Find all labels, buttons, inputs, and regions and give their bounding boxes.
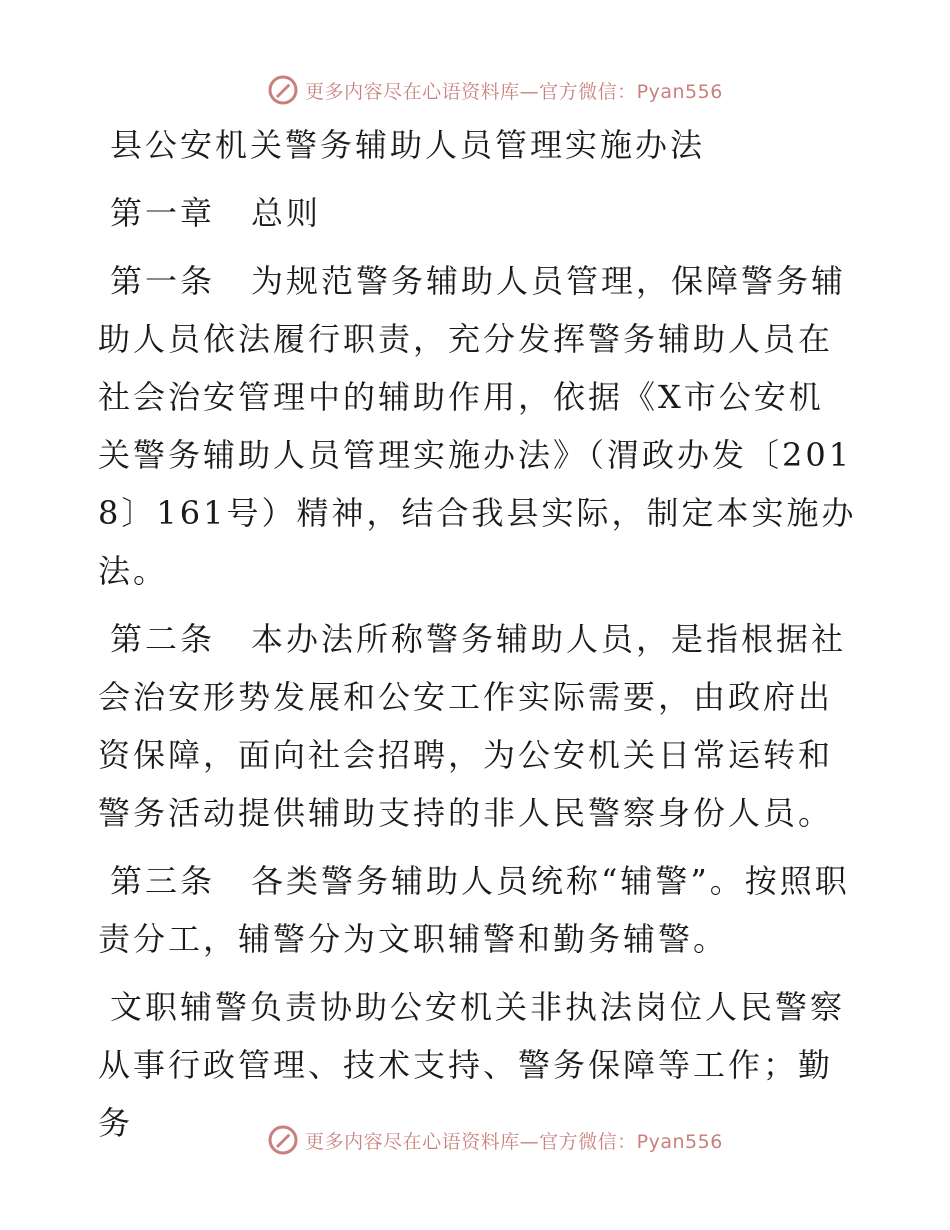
banner-content — [267, 1124, 723, 1156]
chapter-heading — [98, 184, 858, 242]
banner-text: 更多内容尽在心语资料库—官方微信：Pyan556 — [305, 1130, 723, 1153]
article-3 — [98, 852, 858, 968]
article-2 — [98, 610, 858, 842]
brand-logo-icon — [267, 1124, 299, 1156]
banner-content — [267, 74, 723, 106]
chapter-label: 第一章 — [110, 194, 216, 232]
article-text: 本办法所称警务辅助人员，是指根据社会治安形势发展和公安工作实际需要，由政府出资保障，面向社会招聘，为公安机关日常运转和警务活动提供辅助支持的非人民警察身份人员。 — [98, 620, 847, 832]
footer-banner — [0, 1120, 950, 1160]
banner-text: 更多内容尽在心语资料库—官方微信：Pyan556 — [305, 80, 723, 103]
document-body — [98, 116, 858, 1162]
article-label: 第二条 — [110, 620, 216, 658]
header-banner — [0, 70, 950, 110]
article-text: 为规范警务辅助人员管理，保障警务辅助人员依法履行职责，充分发挥警务辅助人员在社会治安管理中的辅助作用，依据《X市公安机关警务辅助人员管理实施办法》（渭政办发〔2018〕161号）精神，结合我县实际，制定本实施办法。 — [98, 262, 857, 590]
article-label: 第三条 — [110, 862, 216, 900]
chapter-name: 总则 — [251, 194, 322, 232]
brand-logo-icon — [267, 74, 299, 106]
article-1 — [98, 252, 858, 600]
article-text: 各类警务辅助人员统称“辅警”。按照职责分工，辅警分为文职辅警和勤务辅警。 — [98, 862, 850, 958]
document-title: 县公安机关警务辅助人员管理实施办法 — [110, 126, 706, 164]
article-label: 第一条 — [110, 262, 216, 300]
body-paragraph: 文职辅警负责协助公安机关非执法岗位人民警察从事行政管理、技术支持、警务保障等工作；勤务 — [98, 988, 846, 1142]
